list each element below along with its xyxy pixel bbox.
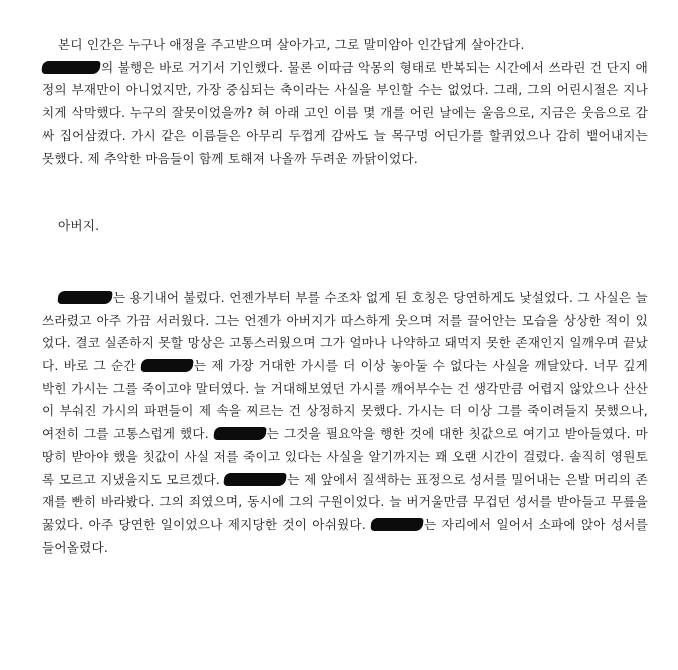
redaction-mark (370, 518, 423, 531)
paragraph-main (42, 287, 648, 559)
paragraph-father (42, 215, 648, 238)
redaction-mark (140, 359, 193, 372)
paragraph-main-part-5: 는 자리에서 일어서 소파에 앉아 성서를 들어올렸다. (42, 516, 648, 555)
paragraph-intro-body: 의 불행은 바로 거기서 기인했다. 물론 이따금 악몽의 형태로 반복되는 시간에서 쓰라린 건 단지 애정의 부재만이 아니었지만, 가장 중심되는 축이라는 사실을 부인할 수는 없었다. 그래, 그의 어린시절은 지나치게 삭막했다. 누구의 잘못이었을까? 혀 아래 고인 이름 몇 개를 어린 날에는 울음으로, 지금은 웃음으로 감싸 집어삼켰다. 가시 같은 이름들은 아무리 두껍게 감싸도 늘 목구멍 어딘가를 할퀴었으나 감히 뱉어내지는 못했다. 제 추악한 마음들이 함께 토해져 나올까 두려운 까닭이었다. (42, 59, 648, 166)
redaction-mark (224, 473, 287, 486)
document-body (42, 34, 648, 559)
redaction-mark (213, 427, 266, 440)
paragraph-main-part-3: 는 그것을 필요악을 행한 것에 대한 칫값으로 여기고 받아들였다. 마땅히 받아야 했을 칫값이 사실 저를 죽이고 있다는 사실을 알기까지는 꽤 오랜 시간이 걸렸다. 솔직히 영원토록 모르고 지냈을지도 모르겠다. (42, 426, 648, 487)
paragraph-main-part-1: 는 용기내어 불렀다. 언젠가부터 부를 수조차 없게 된 호칭은 당연하게도 낯설었다. 그 사실은 늘 쓰라렸고 아주 가끔 서러웠다. 그는 언젠가 아버지가 따스하게 웃으며 저를 끌어안는 모습을 상상한 적이 있었다. 결코 실존하지 못할 망상은 고통스러웠으며 그가 얼마나 나약하고 돼먹지 못한 존재인지 일깨우며 끝났다. 바로 그 순간 (42, 289, 648, 374)
redaction-mark (57, 291, 112, 304)
paragraph-main-part-2: 는 제 가장 거대한 가시를 더 이상 놓아둘 수 없다는 사실을 깨달았다. 너무 깊게 박힌 가시는 그를 죽이고야 말터였다. 늘 거대해보였던 가시를 깨어부수는 건 생각만큼 어렵지 않았으나 산산이 부숴진 가시의 파편들이 제 속을 찌르는 건 상정하지 못했다. 가시는 더 이상 그를 죽이려들지 못했으나, 여전히 그를 고통스럽게 했다. (42, 358, 648, 442)
paragraph-intro (42, 34, 648, 170)
redaction-mark (41, 61, 100, 74)
paragraph-main-part-4: 는 제 앞에서 질색하는 표정으로 성서를 밀어내는 은발 머리의 존재를 빤히 바라봤다. 그의 죄였으며, 동시에 그의 구원이었다. 늘 버거울만큼 무겁던 성서를 받아들고 무릎을 꿇었다. 아주 당연한 일이었으나 제지당한 것이 아쉬웠다. (42, 471, 648, 532)
paragraph-intro-sentence: 본디 인간은 누구나 애정을 주고받으며 살아가고, 그로 말미암아 인간답게 살아간다. (58, 37, 525, 52)
paragraph-father-text: 아버지. (58, 218, 100, 234)
